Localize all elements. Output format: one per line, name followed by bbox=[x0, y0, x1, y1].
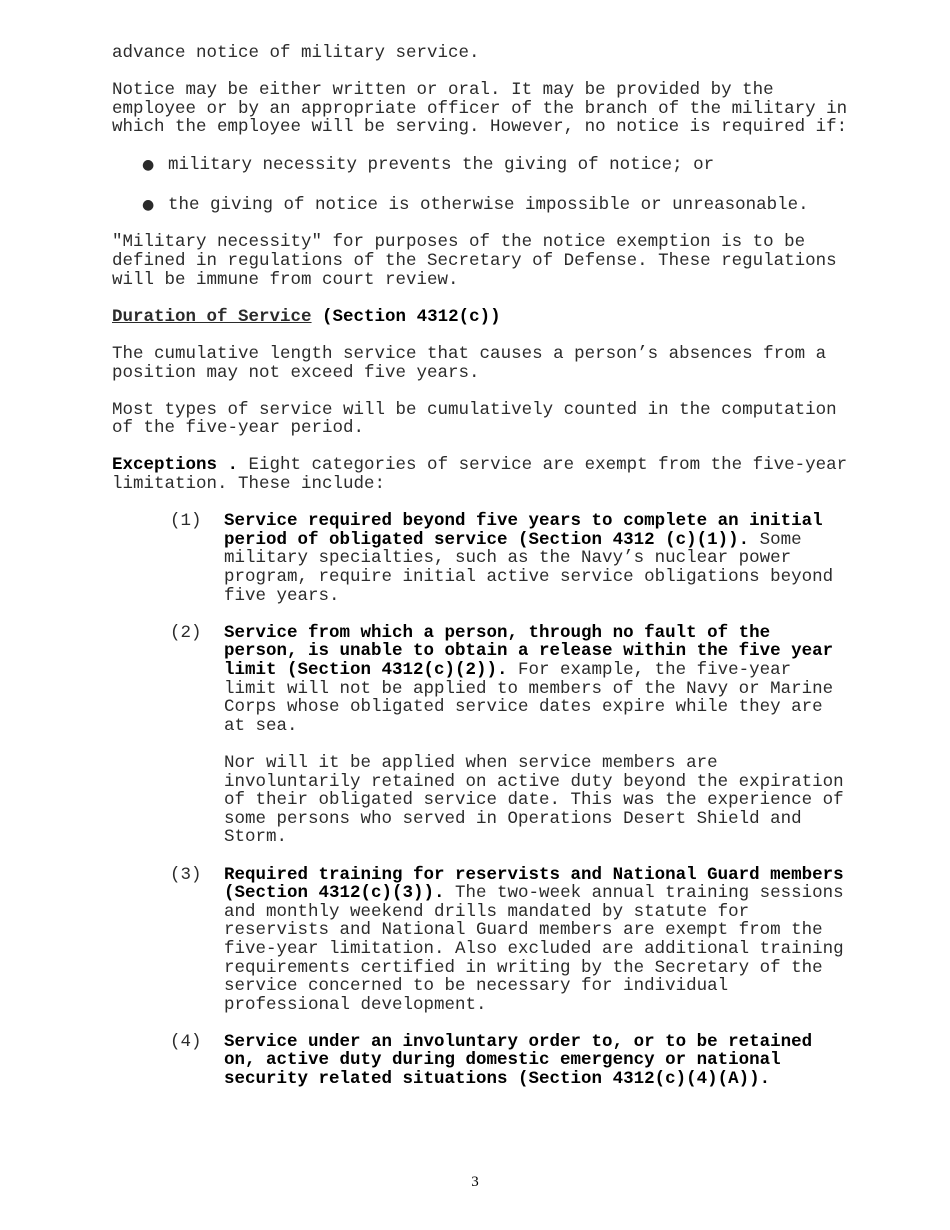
document-page bbox=[112, 44, 852, 1107]
item-text: For example, the five-year limit will not be applied to members of the Navy or Marine Corps whose obligated service dates expire while they are at sea. bbox=[224, 660, 834, 736]
exceptions-list bbox=[112, 512, 852, 1088]
bullet-text: military necessity prevents the giving of notice; or bbox=[168, 154, 715, 175]
notice-paragraph: Notice may be either written or oral. It may be provided by the employee or by an appropriate officer of the branch of the military in which the employee will be serving. However, no notice is required if: bbox=[112, 80, 848, 138]
page-number: 3 bbox=[471, 1174, 479, 1190]
exceptions-text: Eight categories of service are exempt from the five-year limitation. These include: bbox=[112, 455, 848, 495]
list-item bbox=[170, 624, 852, 847]
notice-exemption-list bbox=[112, 156, 852, 215]
list-item bbox=[112, 156, 852, 175]
item-text: The two-week annual training sessions and monthly weekend drills mandated by statute for reservists and National Guard members are exempt from the five-year limitation. Also excluded are additional training requirements certified in writing by the Secretary of the service concerned to be necessary for individual professional development. bbox=[224, 883, 844, 1015]
item-number: (2) bbox=[170, 622, 202, 643]
item-extra-paragraph: Nor will it be applied when service members are involuntarily retained on active duty beyond the expiration of their obligated service date. This was the experience of some persons who served in Operations Desert Shield and Storm. bbox=[224, 752, 844, 848]
list-item bbox=[112, 196, 852, 215]
bullet-text: the giving of notice is otherwise impossible or unreasonable. bbox=[168, 195, 809, 216]
item-body bbox=[224, 512, 852, 605]
item-body bbox=[224, 866, 852, 1015]
heading-title: Duration of Service bbox=[112, 306, 312, 327]
intro-first-line: advance notice of military service. bbox=[112, 43, 480, 63]
duration-paragraph-2: Most types of service will be cumulatively counted in the computation of the five-year period. bbox=[112, 399, 837, 439]
item-title: Service required beyond five years to complete an initial period of obligated service (Section 4312 (c)(1)). bbox=[224, 511, 823, 550]
item-body bbox=[224, 1033, 852, 1089]
item-title: Required training for reservists and National Guard members (Section 4312(c)(3)). bbox=[224, 864, 844, 904]
item-number: (3) bbox=[170, 864, 202, 885]
heading-section-ref: (Section 4312(c)) bbox=[311, 306, 501, 327]
bullet-icon: ● bbox=[142, 197, 155, 214]
list-item bbox=[170, 866, 852, 1015]
list-item bbox=[170, 512, 852, 605]
military-necessity-paragraph: "Military necessity" for purposes of the notice exemption is to be defined in regulations of the Secretary of Defense. These regulations will be immune from court review. bbox=[112, 232, 837, 290]
item-title: Service from which a person, through no fault of the person, is unable to obtain a release within the five year limit (Section 4312(c)(2)). bbox=[224, 622, 834, 680]
item-number: (4) bbox=[170, 1031, 202, 1052]
section-heading bbox=[112, 308, 852, 327]
bullet-icon: ● bbox=[142, 156, 155, 173]
duration-paragraph-1: The cumulative length service that causes a person’s absences from a position may not exceed five years. bbox=[112, 343, 827, 383]
item-number: (1) bbox=[170, 511, 202, 532]
item-body bbox=[224, 624, 852, 736]
item-text: Some military specialties, such as the Navy’s nuclear power program, require initial active service obligations beyond five years. bbox=[224, 529, 834, 606]
list-item bbox=[170, 1033, 852, 1089]
item-title: Service under an involuntary order to, or to be retained on, active duty during domestic emergency or national security related situations (Section 4312(c)(4)(A)). bbox=[224, 1031, 813, 1090]
exceptions-label: Exceptions . bbox=[112, 455, 239, 476]
exceptions-intro bbox=[112, 456, 852, 493]
